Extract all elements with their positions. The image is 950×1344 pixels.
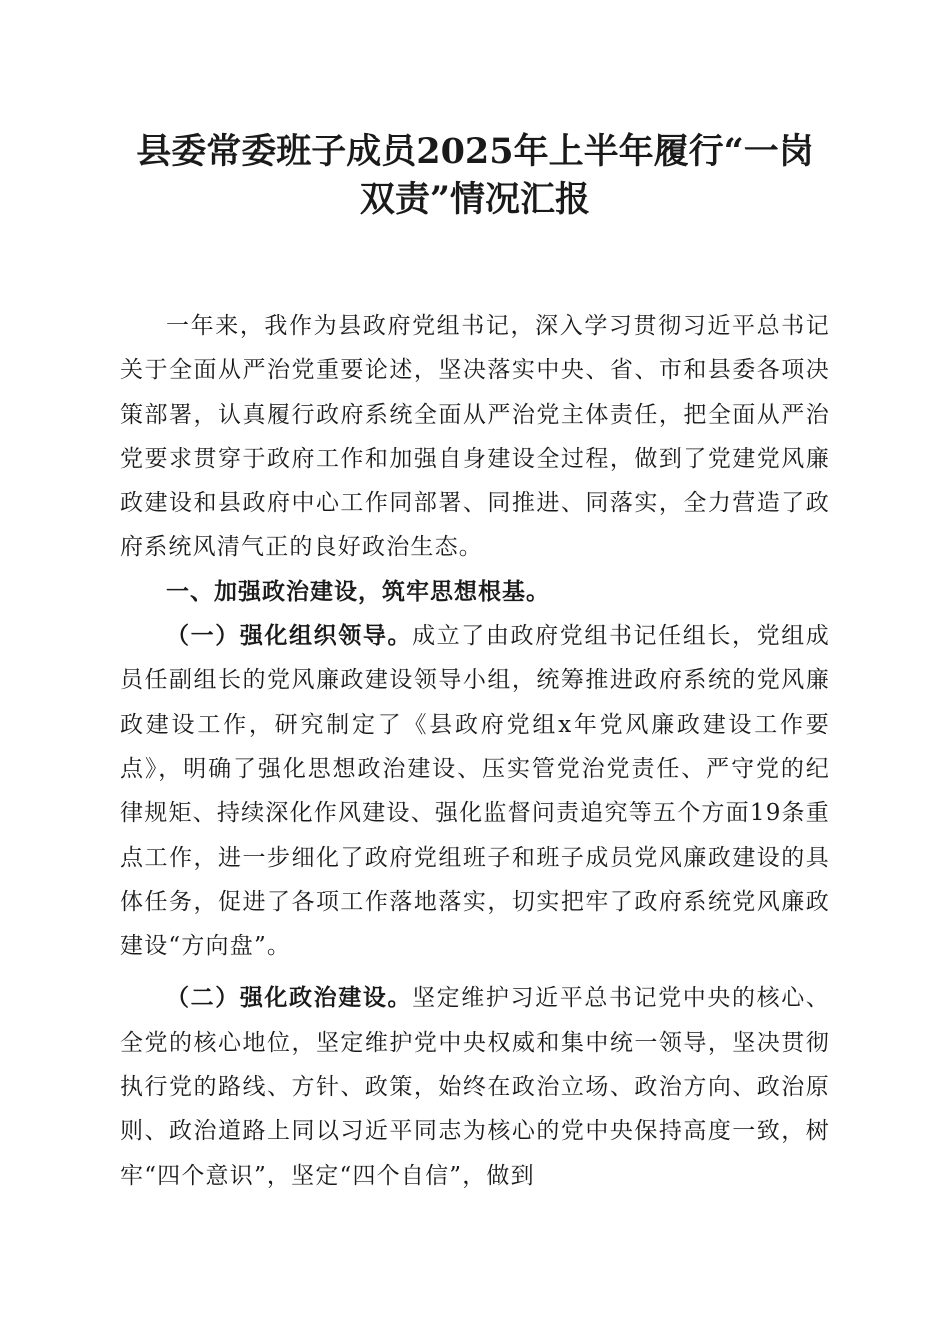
intro-paragraph: 一年来，我作为县政府党组书记，深入学习贯彻习近平总书记关于全面从严治党重要论述，坚决落实中央、省、市和县委各项决策部署，认真履行政府系统全面从严治党主体责任，把全面从严治党要求贯穿于政府工作和加强自身建设全过程，做到了党建党风廉政建设和县政府中心工作同部署、同推进、同落实，全力营造了政府系统风清气正的良好政治生态。 bbox=[120, 313, 830, 561]
document-title: 县委常委班子成员2025年上半年履行“一岗双责”情况汇报 bbox=[136, 131, 814, 220]
subsection-1-text: 成立了由政府党组书记任组长，党组成员任副组长的党风廉政建设领导小组，统筹推进政府系统的党风廉政建设工作，研究制定了《县政府党组x年党风廉政建设工作要点》，明确了强化思想政治建设、压实管党治党责任、严守党的纪律规矩、持续深化作风建设、强化监督问责追究等五个方面19条重点工作，进一步细化了政府党组班子和班子成员党风廉政建设的具体任务，促进了各项工作落地落实，切实把牢了政府系统党风廉政建设“方向盘”。 bbox=[120, 623, 830, 960]
subsection-2-paragraph bbox=[120, 976, 830, 1197]
subsection-2-label: （二）强化政治建设。 bbox=[166, 985, 413, 1012]
subsection-1-paragraph bbox=[120, 614, 830, 968]
section-1-heading: 一、加强政治建设，筑牢思想根基。 bbox=[166, 578, 550, 605]
subsection-2-text: 坚定维护习近平总书记党中央的核心、全党的核心地位，坚定维护党中央权威和集中统一领导，坚决贯彻执行党的路线、方针、政策，始终在政治立场、政治方向、政治原则、政治道路上同以习近平同志为核心的党中央保持高度一致，树牢“四个意识”，坚定“四个自信”，做到 bbox=[120, 985, 830, 1189]
paragraph-gap bbox=[120, 968, 830, 976]
document-page bbox=[120, 128, 830, 1198]
subsection-1-label: （一）强化组织领导。 bbox=[166, 623, 413, 650]
